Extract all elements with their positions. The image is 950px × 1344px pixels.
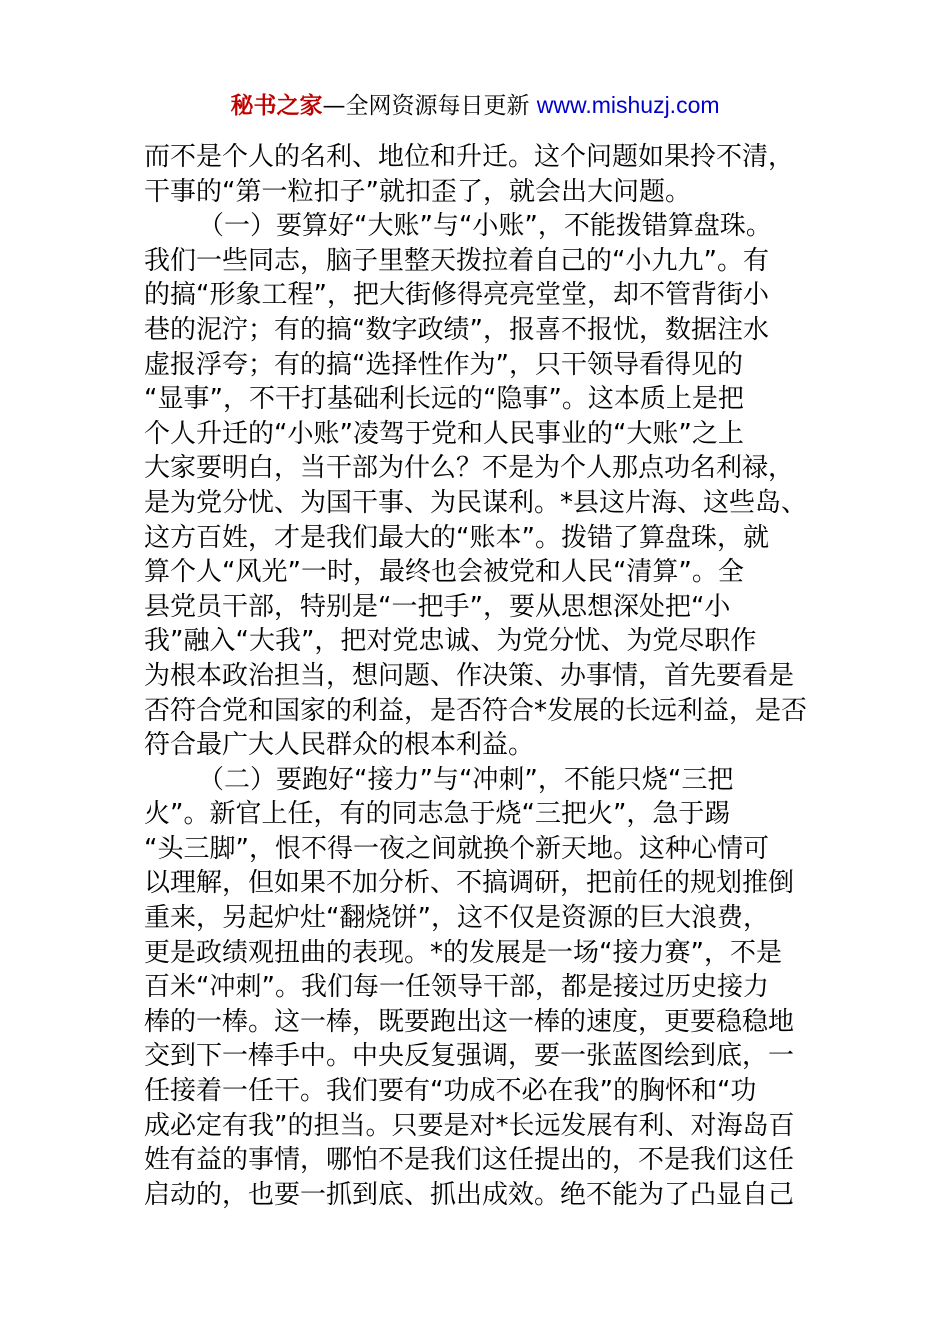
text-line: 巷的泥泞；有的搞“数字政绩”，报喜不报忧，数据注水 xyxy=(144,314,769,345)
text-line: 我们一些同志，脑子里整天拨拉着自己的“小九九”。有 xyxy=(144,245,769,276)
header-dash: — xyxy=(322,93,346,119)
section-heading-line: （二）要跑好“接力”与“冲刺”，不能只烧“三把 xyxy=(198,764,734,795)
text-line: 县党员干部，特别是“一把手”，要从思想深处把“小 xyxy=(144,591,731,622)
text-line: 百米“冲刺”。我们每一任领导干部，都是接过历史接力 xyxy=(144,972,769,1003)
page-header xyxy=(0,88,950,123)
text-line: 重来，另起炉灶“翻烧饼”，这不仅是资源的巨大浪费， xyxy=(144,903,769,934)
text-line: “头三脚”，恨不得一夜之间就换个新天地。这种心情可 xyxy=(144,833,769,864)
text-line: 棒的一棒。这一棒，既要跑出这一棒的速度，更要稳稳地 xyxy=(144,1006,795,1037)
text-line: 否符合党和国家的利益，是否符合*发展的长远利益，是否 xyxy=(144,695,808,726)
text-line: 符合最广大人民群众的根本利益。 xyxy=(144,730,535,761)
text-line: “显事”，不干打基础利长远的“隐事”。这本质上是把 xyxy=(144,384,744,415)
text-line: 成必定有我”的担当。只要是对*长远发展有利、对海岛百 xyxy=(144,1110,795,1141)
text-line: 交到下一棒手中。中央反复强调，要一张蓝图绘到底，一 xyxy=(144,1041,795,1072)
text-line: 我”融入“大我”，把对党忠诚、为党分忧、为党尽职作 xyxy=(144,626,757,657)
text-line: 以理解，但如果不加分析、不搞调研，把前任的规划推倒 xyxy=(144,868,795,899)
text-line: 的搞“形象工程”，把大街修得亮亮堂堂，却不管背街小 xyxy=(144,280,769,311)
text-line: 任接着一任干。我们要有“功成不必在我”的胸怀和“功 xyxy=(144,1076,757,1107)
section-heading-line: （一）要算好“大账”与“小账”，不能拨错算盘珠。 xyxy=(198,211,772,242)
text-line: 个人升迁的“小账”凌驾于党和人民事业的“大账”之上 xyxy=(144,418,744,449)
text-line: 火”。新官上任，有的同志急于烧“三把火”，急于踢 xyxy=(144,799,731,830)
text-line: 更是政绩观扭曲的表现。*的发展是一场“接力赛”，不是 xyxy=(144,937,782,968)
text-line: 是为党分忧、为国干事、为民谋利。*县这片海、这些岛、 xyxy=(144,487,808,518)
text-line: 干事的“第一粒扣子”就扣歪了，就会出大问题。 xyxy=(144,176,691,207)
text-line: 算个人“风光”一时，最终也会被党和人民“清算”。全 xyxy=(144,557,744,588)
text-line: 这方百姓，才是我们最大的“账本”。拨错了算盘珠，就 xyxy=(144,522,769,553)
text-line: 为根本政治担当，想问题、作决策、办事情，首先要看是 xyxy=(144,660,795,691)
site-tagline: 全网资源每日更新 xyxy=(345,93,530,119)
text-line: 姓有益的事情，哪怕不是我们这任提出的，不是我们这任 xyxy=(144,1145,795,1176)
text-line: 虚报浮夸；有的搞“选择性作为”，只干领导看得见的 xyxy=(144,349,743,380)
text-line: 而不是个人的名利、地位和升迁。这个问题如果拎不清， xyxy=(144,142,795,172)
text-line: 启动的，也要一抓到底、抓出成效。绝不能为了凸显自己 xyxy=(144,1179,795,1210)
site-url-link[interactable]: www.mishuzj.com xyxy=(536,92,720,118)
text-line: 大家要明白，当干部为什么？不是为个人那点功名利禄， xyxy=(144,453,795,484)
site-brand: 秘书之家 xyxy=(230,93,323,119)
document-body xyxy=(144,140,824,1212)
